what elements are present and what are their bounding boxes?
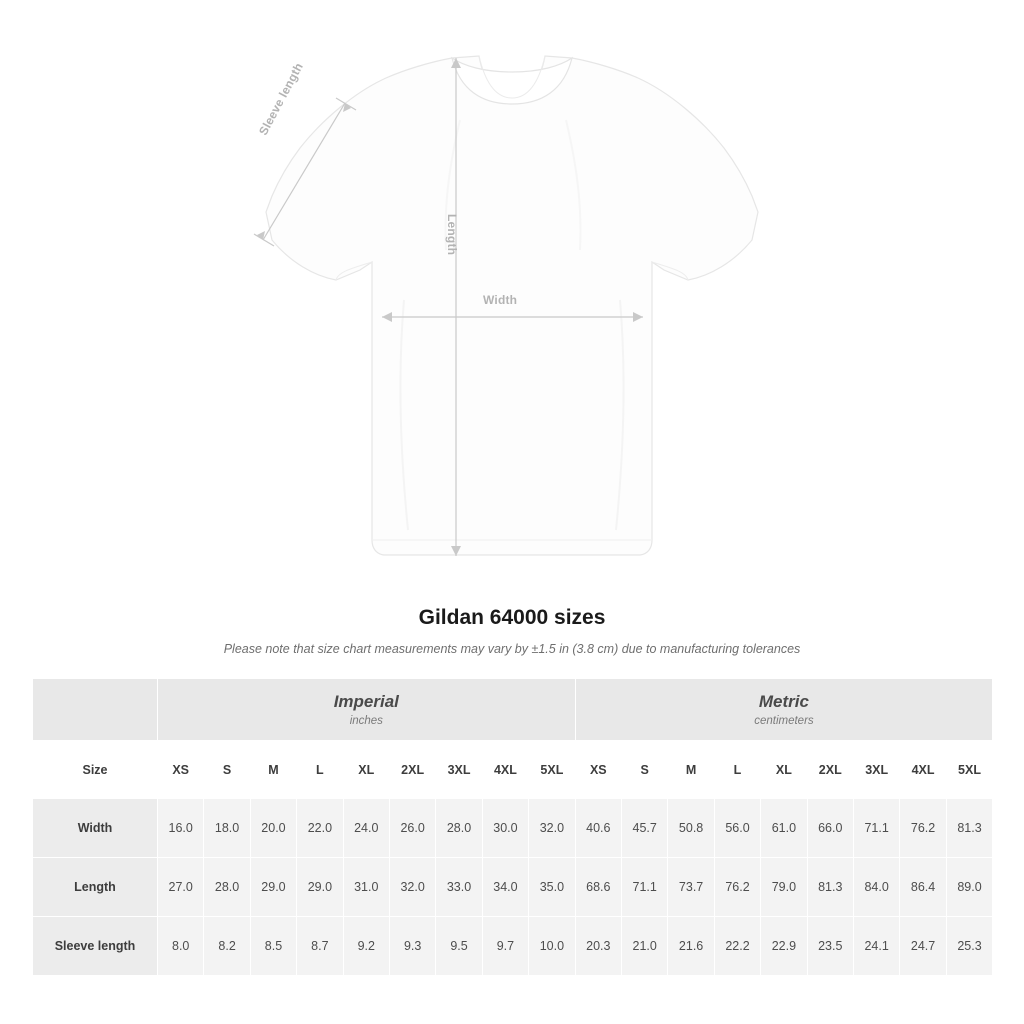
cell-sleeve-imperial-6: 9.5 — [436, 917, 482, 976]
size-header-imperial-0: XS — [158, 741, 204, 799]
size-header-metric-2: M — [668, 741, 714, 799]
size-header-metric-5: 2XL — [807, 741, 853, 799]
cell-width-imperial-5: 26.0 — [389, 799, 435, 858]
cell-sleeve-metric-6: 24.1 — [853, 917, 899, 976]
size-header-metric-1: S — [622, 741, 668, 799]
size-header-row — [33, 741, 993, 799]
cell-sleeve-imperial-1: 8.2 — [204, 917, 250, 976]
size-header-imperial-8: 5XL — [529, 741, 576, 799]
cell-length-metric-1: 71.1 — [622, 858, 668, 917]
size-header-label: Size — [33, 741, 158, 799]
cell-length-imperial-6: 33.0 — [436, 858, 482, 917]
tolerance-note: Please note that size chart measurements may vary by ±1.5 in (3.8 cm) due to manufacturing tolerances — [223, 642, 801, 656]
cell-sleeve-metric-3: 22.2 — [714, 917, 760, 976]
width-label: Width — [483, 293, 518, 307]
cell-length-metric-3: 76.2 — [714, 858, 760, 917]
table-row — [33, 799, 993, 858]
table-row — [33, 917, 993, 976]
page-title: Gildan 64000 sizes — [418, 606, 606, 629]
cell-sleeve-metric-2: 21.6 — [668, 917, 714, 976]
cell-sleeve-imperial-8: 10.0 — [529, 917, 576, 976]
cell-width-metric-7: 76.2 — [900, 799, 946, 858]
cell-sleeve-imperial-7: 9.7 — [482, 917, 528, 976]
size-header-imperial-3: L — [297, 741, 343, 799]
cell-sleeve-imperial-3: 8.7 — [297, 917, 343, 976]
cell-length-imperial-7: 34.0 — [482, 858, 528, 917]
cell-length-imperial-4: 31.0 — [343, 858, 389, 917]
cell-length-imperial-8: 35.0 — [529, 858, 576, 917]
cell-width-imperial-0: 16.0 — [158, 799, 204, 858]
size-header-imperial-7: 4XL — [482, 741, 528, 799]
row-label-sleeve-length: Sleeve length — [33, 917, 158, 976]
cell-sleeve-metric-5: 23.5 — [807, 917, 853, 976]
cell-width-imperial-8: 32.0 — [529, 799, 576, 858]
cell-width-imperial-3: 22.0 — [297, 799, 343, 858]
cell-width-metric-8: 81.3 — [946, 799, 993, 858]
size-header-imperial-5: 2XL — [389, 741, 435, 799]
table-row — [33, 858, 993, 917]
unit-header-imperial — [158, 679, 576, 741]
size-header-metric-7: 4XL — [900, 741, 946, 799]
size-header-metric-8: 5XL — [946, 741, 993, 799]
cell-width-metric-2: 50.8 — [668, 799, 714, 858]
unit-header-spacer — [33, 679, 158, 741]
cell-length-metric-8: 89.0 — [946, 858, 993, 917]
row-label-length: Length — [33, 858, 158, 917]
cell-length-imperial-0: 27.0 — [158, 858, 204, 917]
cell-length-imperial-2: 29.0 — [250, 858, 296, 917]
cell-sleeve-metric-1: 21.0 — [622, 917, 668, 976]
cell-sleeve-metric-7: 24.7 — [900, 917, 946, 976]
cell-length-metric-7: 86.4 — [900, 858, 946, 917]
size-header-imperial-6: 3XL — [436, 741, 482, 799]
cell-width-imperial-4: 24.0 — [343, 799, 389, 858]
cell-width-metric-4: 61.0 — [761, 799, 807, 858]
size-header-imperial-4: XL — [343, 741, 389, 799]
cell-width-metric-0: 40.6 — [575, 799, 621, 858]
size-header-metric-0: XS — [575, 741, 621, 799]
unit-header-metric — [575, 679, 993, 741]
cell-sleeve-imperial-0: 8.0 — [158, 917, 204, 976]
sleeve-length-label: Sleeve length — [256, 60, 306, 138]
cell-length-metric-2: 73.7 — [668, 858, 714, 917]
row-label-width: Width — [33, 799, 158, 858]
cell-width-metric-1: 45.7 — [622, 799, 668, 858]
cell-sleeve-imperial-4: 9.2 — [343, 917, 389, 976]
unit-metric-sub: centimeters — [754, 714, 814, 727]
size-chart-table — [32, 678, 993, 976]
size-header-metric-3: L — [714, 741, 760, 799]
cell-sleeve-imperial-5: 9.3 — [389, 917, 435, 976]
cell-width-imperial-7: 30.0 — [482, 799, 528, 858]
length-label: Length — [445, 214, 459, 256]
cell-length-imperial-3: 29.0 — [297, 858, 343, 917]
size-header-metric-6: 3XL — [853, 741, 899, 799]
size-header-imperial-2: M — [250, 741, 296, 799]
cell-length-metric-5: 81.3 — [807, 858, 853, 917]
unit-header-row — [33, 679, 993, 741]
cell-sleeve-imperial-2: 8.5 — [250, 917, 296, 976]
cell-width-metric-3: 56.0 — [714, 799, 760, 858]
cell-sleeve-metric-0: 20.3 — [575, 917, 621, 976]
cell-length-metric-0: 68.6 — [575, 858, 621, 917]
cell-sleeve-metric-4: 22.9 — [761, 917, 807, 976]
cell-width-imperial-2: 20.0 — [250, 799, 296, 858]
cell-length-metric-4: 79.0 — [761, 858, 807, 917]
size-header-metric-4: XL — [761, 741, 807, 799]
cell-width-metric-6: 71.1 — [853, 799, 899, 858]
cell-length-metric-6: 84.0 — [853, 858, 899, 917]
cell-length-imperial-5: 32.0 — [389, 858, 435, 917]
unit-metric-name: Metric — [758, 692, 809, 712]
size-table-wrapper — [32, 678, 992, 976]
cell-width-imperial-6: 28.0 — [436, 799, 482, 858]
cell-length-imperial-1: 28.0 — [204, 858, 250, 917]
cell-width-imperial-1: 18.0 — [204, 799, 250, 858]
cell-sleeve-metric-8: 25.3 — [946, 917, 993, 976]
size-header-imperial-1: S — [204, 741, 250, 799]
cell-width-metric-5: 66.0 — [807, 799, 853, 858]
unit-imperial-sub: inches — [349, 714, 383, 727]
unit-imperial-name: Imperial — [333, 692, 399, 712]
